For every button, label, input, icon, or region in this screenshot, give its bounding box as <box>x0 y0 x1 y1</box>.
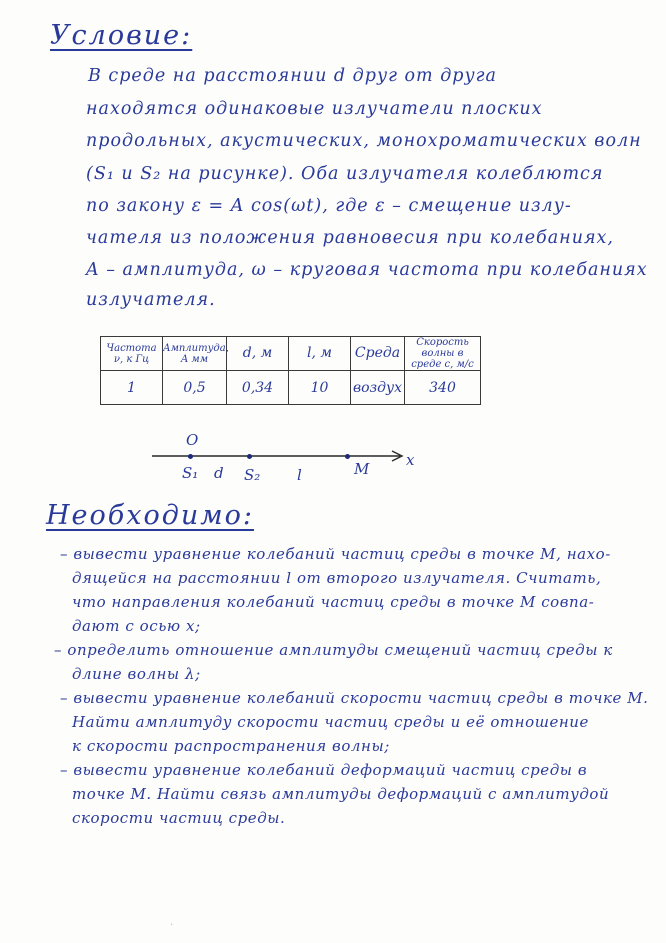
requirement-line: – определить отношение амплитуды смещений частиц среды к <box>54 641 613 659</box>
value-medium: воздух <box>351 371 405 405</box>
point-m-dot <box>345 454 350 459</box>
condition-line: находятся одинаковые излучатели плоских <box>86 99 543 119</box>
requirement-line: дящейся на расстоянии l от второго излучателя. Считать, <box>72 569 602 587</box>
requirement-line: – вывести уравнение колебаний скорости частиц среды в точке M. <box>60 689 649 707</box>
condition-line: A – амплитуда, ω – круговая частота при колебаниях <box>86 260 648 280</box>
condition-line: чателя из положения равновесия при колебаниях, <box>86 228 614 248</box>
header-distance-l: l, м <box>289 337 351 371</box>
emitter-s2-dot <box>247 454 252 459</box>
condition-line: (S₁ и S₂ на рисунке). Оба излучателя колеблются <box>86 164 604 184</box>
header-wave-speed: Скорость волны в среде c, м/с <box>405 337 481 371</box>
value-wave-speed: 340 <box>405 371 481 405</box>
condition-line: В среде на расстоянии d друг от друга <box>88 66 497 86</box>
header-medium: Среда <box>351 337 405 371</box>
condition-line: продольных, акустических, монохроматических волн <box>86 131 642 151</box>
label-d: d <box>214 464 224 482</box>
value-distance-d: 0,34 <box>227 371 289 405</box>
requirements-heading: Необходимо: <box>46 500 254 531</box>
label-m: M <box>354 460 370 478</box>
label-s2: S₂ <box>244 466 261 484</box>
emitter-s1-dot <box>188 454 193 459</box>
origin-label: O <box>186 431 199 449</box>
requirement-line: скорости частиц среды. <box>72 809 286 827</box>
value-amplitude: 0,5 <box>163 371 227 405</box>
requirement-line: дают с осью x; <box>72 617 201 635</box>
axis-x-label: x <box>406 451 415 469</box>
condition-line: по закону ε = A cos(ωt), где ε – смещение излу- <box>86 196 572 216</box>
label-l: l <box>297 466 302 484</box>
requirement-line: точке M. Найти связь амплитуды деформаций с амплитудой <box>72 785 610 803</box>
requirement-line: – вывести уравнение колебаний деформаций частиц среды в <box>60 761 588 779</box>
value-frequency: 1 <box>101 371 163 405</box>
requirement-line: Найти амплитуду скорости частиц среды и её отношение <box>72 713 589 731</box>
condition-line: излучателя. <box>86 290 216 310</box>
header-amplitude: Амплитуда, A мм <box>163 337 227 371</box>
condition-heading: Условие: <box>50 20 193 51</box>
requirement-line: к скорости распространения волны; <box>72 737 390 755</box>
value-distance-l: 10 <box>289 371 351 405</box>
header-frequency: Частота ν, к Гц <box>101 337 163 371</box>
label-s1: S₁ <box>182 464 199 482</box>
requirement-line: что направления колебаний частиц среды в точке M совпа- <box>72 593 595 611</box>
header-distance-d: d, м <box>227 337 289 371</box>
requirement-line: – вывести уравнение колебаний частиц среды в точке M, нахо- <box>60 545 611 563</box>
requirement-line: длине волны λ; <box>72 665 201 683</box>
paper-speck: · <box>170 920 174 931</box>
